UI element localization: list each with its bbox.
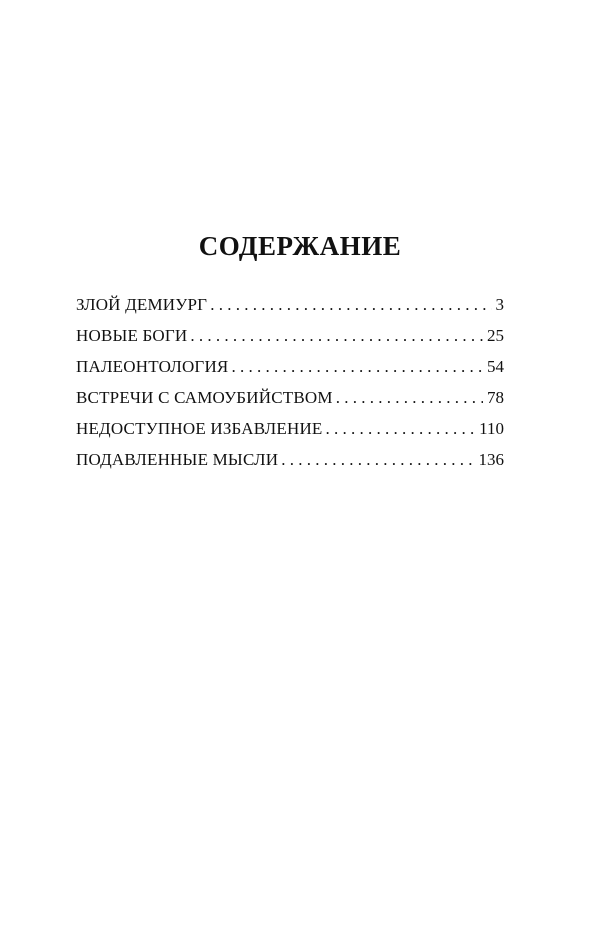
toc-entry xyxy=(76,413,504,444)
dot-leader xyxy=(336,382,483,413)
toc-entry xyxy=(76,320,504,351)
toc-entry-title: ПАЛЕОНТОЛОГИЯ xyxy=(76,357,229,376)
toc-entry-title: НЕДОСТУПНОЕ ИЗБАВЛЕНИЕ xyxy=(76,419,323,438)
toc-entry-page-number: 110 xyxy=(479,419,504,438)
toc-entry xyxy=(76,289,504,320)
toc-entry-title: ВСТРЕЧИ С САМОУБИЙСТВОМ xyxy=(76,388,333,407)
toc-entry-title: НОВЫЕ БОГИ xyxy=(76,326,188,345)
dot-leader xyxy=(210,289,491,320)
toc-entry xyxy=(76,351,504,382)
table-of-contents xyxy=(76,289,504,475)
toc-entry xyxy=(76,444,504,475)
toc-entry-page-number: 3 xyxy=(495,295,504,314)
dot-leader xyxy=(326,413,476,444)
page-title: СОДЕРЖАНИЕ xyxy=(198,231,402,261)
toc-entry-page-number: 25 xyxy=(487,326,504,345)
dot-leader xyxy=(231,351,483,382)
dot-leader xyxy=(281,444,474,475)
dot-leader xyxy=(190,320,483,351)
toc-entry xyxy=(76,382,504,413)
toc-entry-title: ЗЛОЙ ДЕМИУРГ xyxy=(76,295,208,314)
toc-entry-title: ПОДАВЛЕННЫЕ МЫСЛИ xyxy=(76,450,279,469)
toc-entry-page-number: 136 xyxy=(478,450,504,469)
toc-entry-page-number: 54 xyxy=(487,357,504,376)
toc-entry-page-number: 78 xyxy=(487,388,504,407)
